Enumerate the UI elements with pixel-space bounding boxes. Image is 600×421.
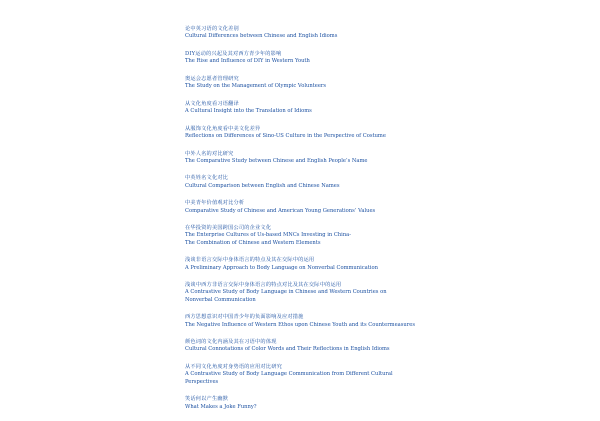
entry-9-english-link[interactable]: The Enterprise Cultures of Us-based MNCs Investing in China- The Combination of Chinese and Western Elements xyxy=(185,232,352,246)
entry-15-chinese-link[interactable]: 笑话何以产生幽默 xyxy=(185,396,229,403)
entry-1-english-link[interactable]: Cultural Differences between Chinese and English Idioms xyxy=(185,33,338,40)
entry-2-english-link[interactable]: The Rise and Influence of DIY in Western Youth xyxy=(185,58,310,65)
entry-3-chinese-link[interactable]: 奥运会志愿者管理研究 xyxy=(185,75,239,82)
entry-8-english-link[interactable]: Comparative Study of Chinese and American Young Generations’ Values xyxy=(185,207,376,214)
entry-7-chinese-link[interactable]: 中英姓名文化对比 xyxy=(185,175,229,182)
list-item xyxy=(185,126,415,140)
entry-2-chinese-link[interactable]: DIY运动的兴起及其对西方青少年的影响 xyxy=(185,50,282,57)
entry-7-english-link[interactable]: Cultural Comparison between English and Chinese Names xyxy=(185,182,340,189)
entry-14-english-link[interactable]: A Contrastive Study of Body Language Communication from Different Cultural Perspectives xyxy=(185,371,393,385)
entry-10-english-link[interactable]: A Preliminary Approach to Body Language on Nonverbal Communication xyxy=(185,264,378,271)
list-item xyxy=(185,364,415,386)
list-item xyxy=(185,314,415,328)
list-item xyxy=(185,339,415,353)
list-item xyxy=(185,51,415,65)
entry-13-chinese-link[interactable]: 颜色词的文化内涵及其在习语中的体现 xyxy=(185,339,277,346)
entry-1-chinese-link[interactable]: 论中英习语的文化差别 xyxy=(185,26,239,32)
list-item xyxy=(185,282,415,304)
entry-5-chinese-link[interactable]: 从服饰文化角度看中美文化差异 xyxy=(185,125,261,132)
list-item xyxy=(185,26,415,40)
entry-5-english-link[interactable]: Reflections on Differences of Sino-US Culture in the Perspective of Costume xyxy=(185,132,386,139)
entry-9-chinese-link[interactable]: 在华投资的美国跨国公司的企业文化 xyxy=(185,225,272,232)
thesis-title-list xyxy=(185,26,415,421)
entry-11-english-link[interactable]: A Contrastive Study of Body Language in Chinese and Western Countries on Nonverbal Communication xyxy=(185,289,387,303)
list-item xyxy=(185,200,415,214)
entry-12-chinese-link[interactable]: 西方思想意识对中国青少年的负面影响及应对措施 xyxy=(185,314,304,321)
list-item xyxy=(185,257,415,271)
entry-8-chinese-link[interactable]: 中美青年价值观对比分析 xyxy=(185,200,245,207)
entry-4-chinese-link[interactable]: 从文化角度看习语翻译 xyxy=(185,100,239,107)
list-item xyxy=(185,225,415,247)
entry-10-chinese-link[interactable]: 浅谈非语言交际中身体语言的特点及其在交际中的运用 xyxy=(185,257,315,264)
entry-15-english-link[interactable]: What Makes a Joke Funny? xyxy=(185,403,257,410)
entry-4-english-link[interactable]: A Cultural Insight into the Translation of Idioms xyxy=(185,107,312,114)
entry-3-english-link[interactable]: The Study on the Management of Olympic Volunteers xyxy=(185,83,327,90)
list-item xyxy=(185,76,415,90)
entry-6-english-link[interactable]: The Comparative Study between Chinese and English People’s Name xyxy=(185,157,368,164)
list-item xyxy=(185,175,415,189)
entry-6-chinese-link[interactable]: 中外人名的对比研究 xyxy=(185,150,234,157)
entry-12-english-link[interactable]: The Negative Influence of Western Ethos upon Chinese Youth and its Countermeasures xyxy=(185,321,415,328)
list-item xyxy=(185,396,415,410)
entry-14-chinese-link[interactable]: 从不同文化角度对身势语的应用对比研究 xyxy=(185,364,282,371)
entry-13-english-link[interactable]: Cultural Connotations of Color Words and Their Reflections in English Idioms xyxy=(185,346,390,353)
list-item xyxy=(185,151,415,165)
list-item xyxy=(185,101,415,115)
entry-11-chinese-link[interactable]: 浅谈中西方非语言交际中身体语言的特点对比及其在交际中的运用 xyxy=(185,282,342,289)
